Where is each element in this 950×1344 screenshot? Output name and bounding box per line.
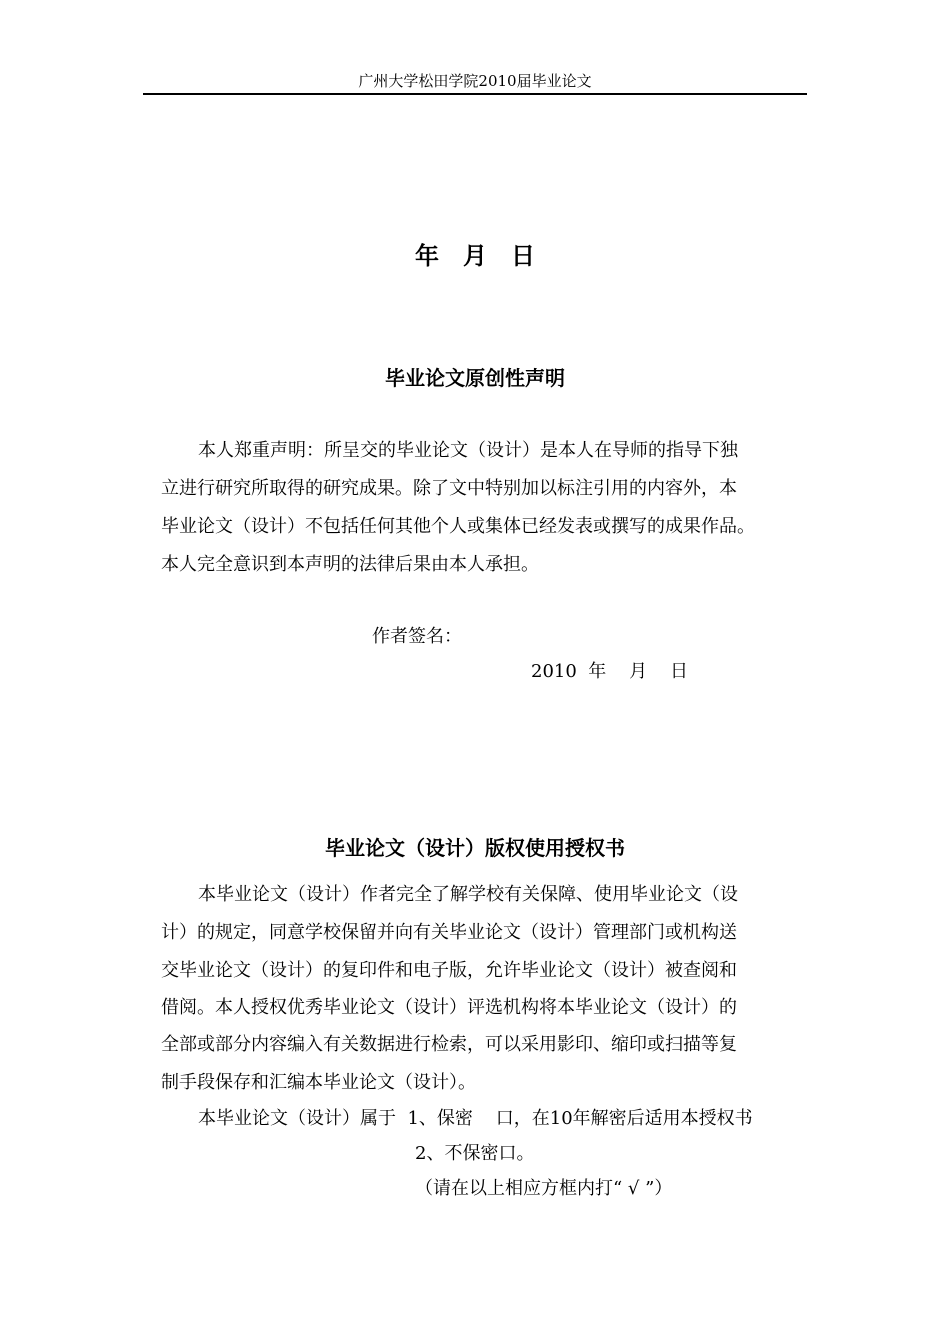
declaration-line: 本人郑重声明：所呈交的毕业论文（设计）是本人在导师的指导下独 <box>198 440 738 461</box>
page-header: 广州大学松田学院2010届毕业论文 <box>358 72 592 90</box>
option-not-secret: 2、不保密口。 <box>415 1143 535 1164</box>
authorization-line: 借阅。本人授权优秀毕业论文（设计）评选机构将本毕业论文（设计）的 <box>161 997 737 1018</box>
authorization-line: 制手段保存和汇编本毕业论文（设计）。 <box>161 1072 476 1093</box>
authorization-title: 毕业论文（设计）版权使用授权书 <box>325 836 625 860</box>
authorization-line: 本毕业论文（设计）作者完全了解学校有关保障、使用毕业论文（设 <box>198 884 738 905</box>
signature-label: 作者签名： <box>372 626 462 647</box>
declaration-title: 毕业论文原创性声明 <box>385 366 565 390</box>
authorization-line: 计）的规定，同意学校保留并向有关毕业论文（设计）管理部门或机构送 <box>161 922 737 943</box>
declaration-line: 本人完全意识到本声明的法律后果由本人承担。 <box>161 554 539 575</box>
declaration-line: 立进行研究所取得的研究成果。除了文中特别加以标注引用的内容外，本 <box>161 478 737 499</box>
option-line: 本毕业论文（设计）属于 1、保密 口，在10年解密后适用本授权书 <box>198 1108 753 1129</box>
authorization-line: 全部或部分内容编入有关数据进行检索，可以采用影印、缩印或扫描等复 <box>161 1034 737 1055</box>
date-heading: 年 月 日 <box>415 242 535 270</box>
authorization-line: 交毕业论文（设计）的复印件和电子版，允许毕业论文（设计）被查阅和 <box>161 960 737 981</box>
declaration-date: 2010 年 月 日 <box>531 661 689 682</box>
header-rule <box>143 93 807 95</box>
checkbox-instruction: （请在以上相应方框内打“ √ ”） <box>415 1178 673 1199</box>
declaration-line: 毕业论文（设计）不包括任何其他个人或集体已经发表或撰写的成果作品。 <box>161 516 755 537</box>
